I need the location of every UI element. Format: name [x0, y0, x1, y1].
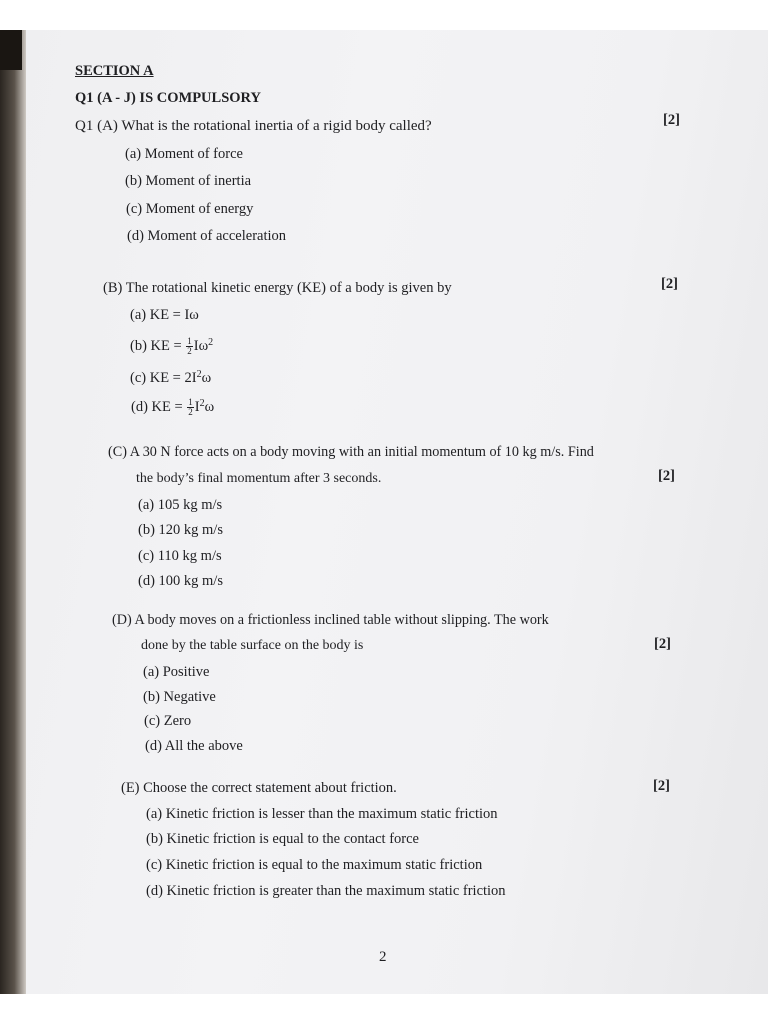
question-e-text: Choose the correct statement about friction. — [143, 780, 397, 796]
question-e-label: (E) — [121, 780, 140, 796]
option-b-exponent: 2 — [208, 337, 214, 348]
question-a-text: What is the rotational inertia of a rigid body called? — [121, 118, 432, 134]
question-c-label: (C) — [108, 444, 127, 460]
question-c-text: A 30 N force acts on a body moving with an initial momentum of 10 kg m/s. Find — [129, 444, 594, 460]
question-b — [103, 279, 452, 297]
question-e-marks: [2] — [653, 778, 670, 794]
question-a-option-a: (a) Moment of force — [125, 146, 243, 162]
question-b-option-a: (a) KE = Iω — [130, 307, 199, 323]
option-b-prefix: (b) KE = — [130, 338, 186, 354]
option-c-prefix: (c) KE = 2I — [130, 370, 197, 386]
question-e-option-d: (d) Kinetic friction is greater than the maximum static friction — [146, 883, 506, 899]
question-c-option-d: (d) 100 kg m/s — [138, 573, 223, 589]
question-b-label: (B) — [103, 280, 123, 296]
question-d-text: A body moves on a frictionless inclined table without slipping. The work — [134, 612, 549, 628]
compulsory-note: Q1 (A - J) IS COMPULSORY — [75, 90, 261, 106]
question-c-text-line2: the body’s final momentum after 3 seconds. — [136, 471, 382, 486]
question-a-option-b: (b) Moment of inertia — [125, 173, 252, 189]
question-e-option-a: (a) Kinetic friction is lesser than the maximum static friction — [146, 806, 498, 822]
page-number: 2 — [379, 949, 387, 965]
question-c-option-c: (c) 110 kg m/s — [138, 548, 222, 564]
photo-dark-corner — [0, 30, 22, 70]
question-d — [112, 611, 549, 629]
question-e-option-b: (b) Kinetic friction is equal to the contact force — [146, 831, 419, 847]
fraction-denominator: 2 — [188, 407, 193, 418]
option-d-tail: ω — [204, 399, 215, 415]
question-d-text-line2: done by the table surface on the body is — [141, 638, 364, 653]
question-a-option-c: (c) Moment of energy — [126, 201, 254, 217]
option-c-rest: ω — [201, 370, 212, 386]
option-d-exponent: 2 — [199, 398, 205, 409]
fraction-half — [187, 398, 194, 417]
question-d-option-d: (d) All the above — [145, 738, 243, 754]
option-d-prefix: (d) KE = — [131, 399, 187, 415]
question-b-option-c — [130, 369, 211, 387]
option-b-rest: Iω — [193, 338, 209, 354]
option-d-rest: I — [194, 399, 200, 415]
question-a — [75, 117, 432, 135]
question-a-marks: [2] — [663, 112, 680, 128]
question-d-option-a: (a) Positive — [143, 664, 210, 680]
question-d-option-c: (c) Zero — [144, 713, 192, 729]
question-a-label: Q1 (A) — [75, 118, 118, 134]
question-b-option-d — [131, 398, 214, 417]
option-c-exponent: 2 — [196, 369, 202, 380]
question-c-option-b: (b) 120 kg m/s — [138, 522, 223, 538]
question-c — [108, 443, 594, 461]
question-d-option-b: (b) Negative — [143, 689, 216, 705]
question-c-marks: [2] — [658, 468, 675, 484]
fraction-denominator: 2 — [187, 346, 192, 357]
fraction-half — [186, 337, 193, 356]
photo-left-edge — [0, 30, 26, 994]
question-b-marks: [2] — [661, 276, 678, 292]
question-e-option-c: (c) Kinetic friction is equal to the maximum static friction — [146, 857, 483, 873]
question-b-option-b — [130, 337, 213, 356]
question-d-label: (D) — [112, 612, 132, 628]
photo-top-margin — [0, 0, 768, 30]
photo-bottom-margin — [0, 994, 768, 1024]
question-d-marks: [2] — [654, 636, 671, 652]
fraction-numerator: 1 — [187, 336, 192, 347]
question-c-option-a: (a) 105 kg m/s — [138, 497, 223, 513]
question-a-option-d: (d) Moment of acceleration — [127, 228, 287, 244]
fraction-numerator: 1 — [188, 397, 193, 408]
question-e — [121, 779, 397, 797]
question-b-text: The rotational kinetic energy (KE) of a body is given by — [125, 280, 452, 296]
section-title: SECTION A — [75, 63, 154, 79]
